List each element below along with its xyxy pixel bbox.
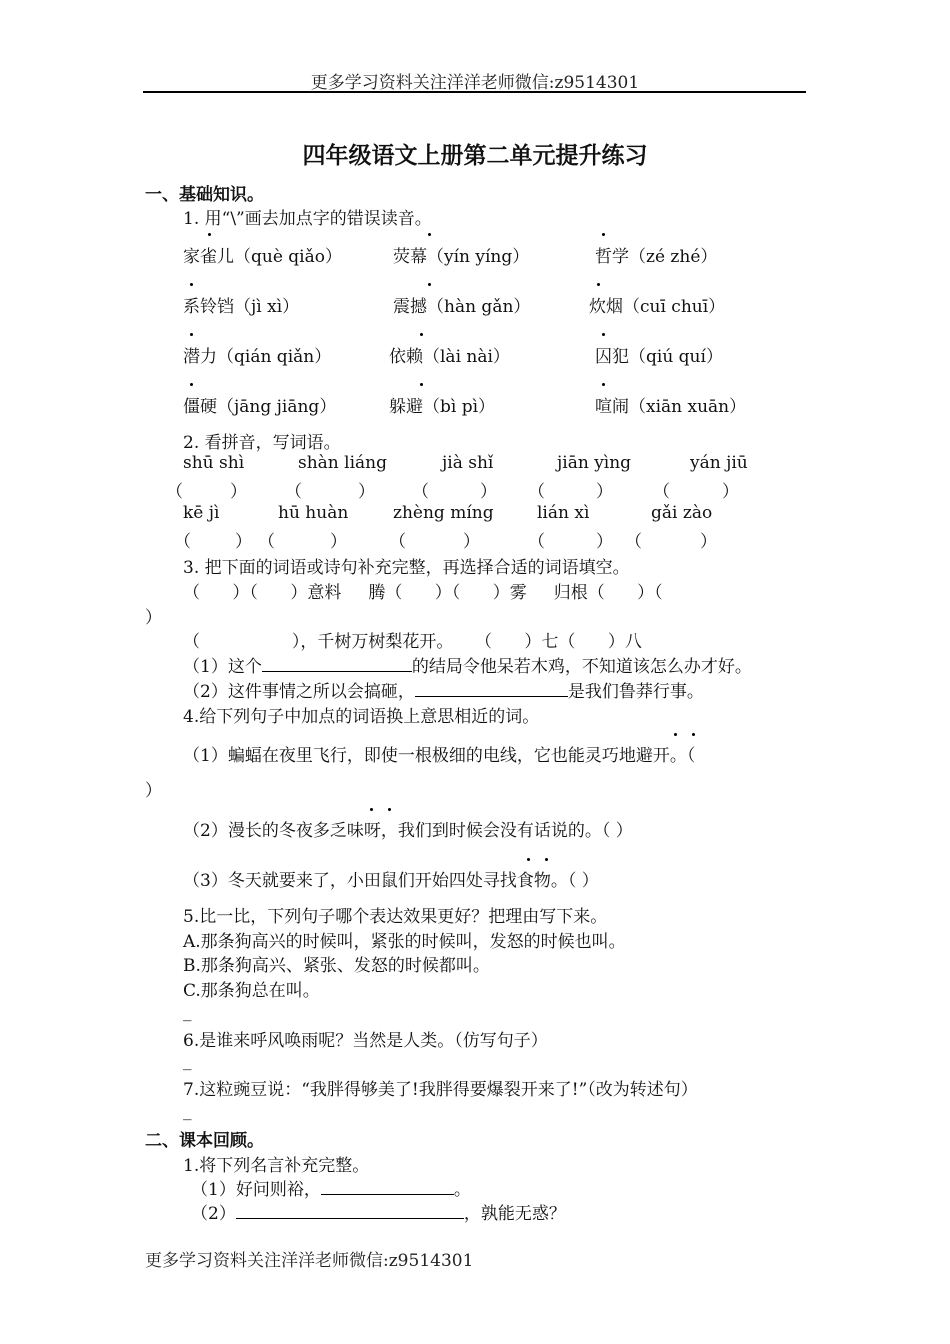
emphasis-dot	[428, 233, 431, 236]
answer-paren-close: ）	[596, 482, 613, 502]
emphasis-dot	[602, 383, 605, 386]
answer-paren-close: ）	[235, 532, 252, 552]
pinyin: zhèng míng	[393, 503, 494, 523]
header-rule	[143, 91, 806, 93]
answer-paren-close: ）	[330, 532, 347, 552]
q1-item: 囚犯（qiú quí）	[595, 347, 723, 367]
q5-prompt: 5.比一比，下列句子哪个表达效果更好？把理由写下来。	[183, 907, 608, 927]
answer-paren-open: （	[285, 482, 302, 502]
answer-paren-close: ）	[722, 482, 739, 502]
pinyin: lián xì	[537, 503, 590, 523]
answer-blank[interactable]	[415, 680, 568, 697]
q4-sentence-3: （3）冬天就要来了，小田鼠们开始四处寻找食物。（ ）	[183, 871, 599, 891]
answer-paren-open: （	[389, 532, 406, 552]
q4-prompt: 4.给下列句子中加点的词语换上意思相近的词。	[183, 707, 540, 727]
q1-item: 依赖（lài nài）	[389, 347, 510, 367]
q6-answer-line[interactable]: _	[183, 1051, 192, 1071]
pinyin: hū huàn	[278, 503, 349, 523]
answer-paren-open: （	[174, 532, 191, 552]
page-title: 四年级语文上册第二单元提升练习	[302, 143, 648, 169]
q1-item: 荧幕（yín yíng）	[393, 247, 530, 267]
emphasis-dot	[370, 808, 373, 811]
q3-idiom-line: （ ）（ ）意料 腾（ ）（ ）雾 归根（ ）（	[183, 583, 663, 603]
q1-item: 哲学（zé zhé）	[595, 247, 718, 267]
pinyin: gǎi zào	[651, 503, 713, 523]
emphasis-dot	[420, 333, 423, 336]
emphasis-dot	[602, 233, 605, 236]
answer-paren-close: ）	[596, 532, 613, 552]
answer-paren-open: （	[625, 532, 642, 552]
s2-q1-prompt: 1.将下列名言补充完整。	[183, 1156, 370, 1176]
q5-option-c: C.那条狗总在叫。	[183, 981, 320, 1001]
q3-prompt: 3. 把下面的词语或诗句补充完整，再选择合适的词语填空。	[183, 558, 630, 578]
q1-item: 喧闹（xiān xuān）	[595, 397, 747, 417]
q1-item: 炊烟（cuī chuī）	[589, 297, 726, 317]
pinyin: jiān yìng	[557, 453, 632, 473]
q3-poem-line: （ ），千树万树梨花开。 （ ）七（ ）八	[183, 632, 642, 652]
emphasis-dot	[208, 233, 211, 236]
answer-paren-close: ）	[480, 482, 497, 502]
q4-sentence-2: （2）漫长的冬夜多乏味呀，我们到时候会没有话说的。（ ）	[183, 821, 633, 841]
emphasis-dot	[190, 333, 193, 336]
pinyin: shàn liáng	[298, 453, 388, 473]
emphasis-dot	[190, 283, 193, 286]
answer-paren-close: ）	[358, 482, 375, 502]
page-header: 更多学习资料关注洋洋老师微信:z9514301	[310, 73, 640, 93]
q1-item: 家雀儿（què qiǎo）	[183, 247, 342, 267]
emphasis-dot	[527, 858, 530, 861]
q1-item: 潜力（qián qiǎn）	[183, 347, 332, 367]
section2-heading: 二、课本回顾。	[145, 1131, 264, 1151]
emphasis-dot	[545, 858, 548, 861]
s2-quote-1: （1）好问则裕， 。	[191, 1180, 471, 1200]
answer-paren-close: ）	[700, 532, 717, 552]
answer-paren-close: ）	[463, 532, 480, 552]
s2-quote-2: （2） ，孰能无惑？	[191, 1204, 566, 1224]
answer-paren-close: ）	[230, 482, 247, 502]
emphasis-dot	[190, 383, 193, 386]
q1-item: 躲避（bì pì）	[389, 397, 496, 417]
page-footer: 更多学习资料关注洋洋老师微信:z9514301	[145, 1251, 474, 1271]
pinyin: shū shì	[183, 453, 245, 473]
emphasis-dot	[388, 808, 391, 811]
q1-item: 震撼（hàn gǎn）	[393, 297, 531, 317]
pinyin: kē jì	[183, 503, 220, 523]
q7-prompt: 7.这粒豌豆说：“我胖得够美了!我胖得要爆裂开来了!”（改为转述句）	[183, 1080, 698, 1100]
q1-prompt: 1. 用“\”画去加点字的错误读音。	[183, 209, 432, 229]
q3-sentence-1: （1）这个 的结局令他呆若木鸡，不知道该怎么办才好。	[183, 657, 752, 677]
q3-idiom-line-wrap: ）	[145, 608, 162, 628]
q4-sentence-1-wrap: ）	[145, 781, 162, 801]
q5-option-a: A.那条狗高兴的时候叫，紧张的时候叫，发怒的时候也叫。	[183, 932, 626, 952]
emphasis-dot	[674, 733, 677, 736]
pinyin: yán jiū	[690, 453, 748, 473]
answer-blank[interactable]	[236, 1202, 464, 1219]
emphasis-dot	[692, 733, 695, 736]
q4-sentence-1: （1）蝙蝠在夜里飞行，即使一根极细的电线，它也能灵巧地避开。（	[183, 746, 696, 766]
answer-blank[interactable]	[321, 1178, 454, 1195]
pinyin: jià shǐ	[442, 453, 494, 473]
answer-paren-open: （	[258, 532, 275, 552]
section1-heading: 一、基础知识。	[145, 185, 264, 205]
q1-item: 僵硬（jāng jiāng）	[183, 397, 337, 417]
q1-item: 系铃铛（jì xì）	[183, 297, 300, 317]
emphasis-dot	[602, 333, 605, 336]
q6-prompt: 6.是谁来呼风唤雨呢？当然是人类。（仿写句子）	[183, 1031, 548, 1051]
q7-answer-line[interactable]: _	[183, 1101, 192, 1121]
q2-prompt: 2. 看拼音，写词语。	[183, 433, 341, 453]
q3-sentence-2: （2）这件事情之所以会搞砸， 是我们鲁莽行事。	[183, 682, 704, 702]
q5-answer-line[interactable]: _	[183, 1002, 192, 1022]
answer-paren-open: （	[653, 482, 670, 502]
answer-paren-open: （	[528, 482, 545, 502]
q5-option-b: B.那条狗高兴、紧张、发怒的时候都叫。	[183, 956, 490, 976]
answer-paren-open: （	[412, 482, 429, 502]
answer-paren-open: （	[528, 532, 545, 552]
answer-paren-open: （	[166, 482, 183, 502]
emphasis-dot	[428, 283, 431, 286]
emphasis-dot	[597, 283, 600, 286]
emphasis-dot	[420, 383, 423, 386]
answer-blank[interactable]	[262, 655, 412, 672]
